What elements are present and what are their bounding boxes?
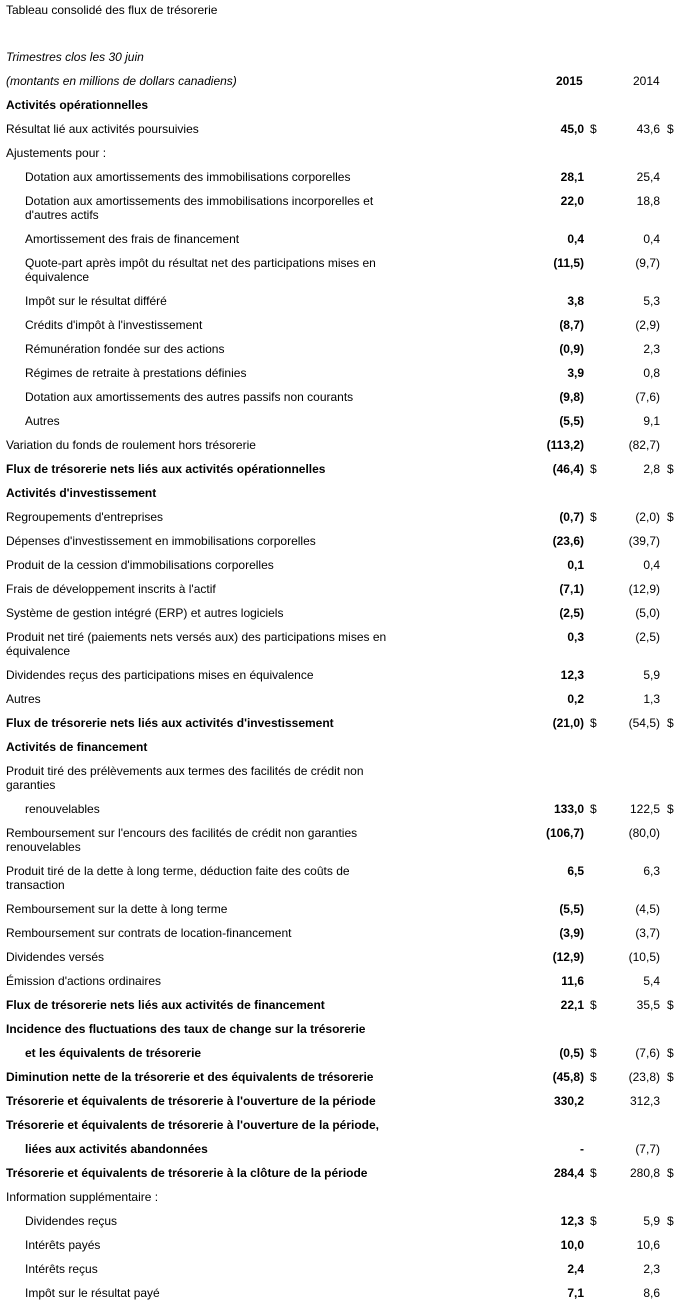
row-label: Crédits d'impôt à l'investissement — [25, 318, 203, 332]
value-2014: 18,8 — [636, 194, 660, 208]
row-label: Frais de développement inscrits à l'actif — [6, 582, 216, 596]
value-2014: 2,3 — [643, 1262, 660, 1276]
row-label: Autres — [6, 692, 41, 706]
row-label: Résultat lié aux activités poursuivies — [6, 122, 199, 136]
row-label: Autres — [25, 414, 60, 428]
row-label: Dépenses d'investissement en immobilisations corporelles — [6, 534, 316, 548]
currency-2014: $ — [667, 1166, 674, 1180]
currency-2015: $ — [590, 462, 597, 476]
statement-title: Tableau consolidé des flux de trésorerie — [6, 3, 218, 17]
row-label: Quote-part après impôt du résultat net des participations mises en équivalence — [25, 256, 376, 284]
value-2015: (7,1) — [559, 582, 584, 596]
row-label: Activités opérationnelles — [6, 98, 149, 112]
currency-2014: $ — [667, 1214, 674, 1228]
currency-2015: $ — [590, 1070, 597, 1084]
value-2015: - — [580, 1142, 584, 1156]
currency-2014: $ — [667, 462, 674, 476]
value-2015: 284,4 — [553, 1166, 584, 1180]
row-label: Regroupements d'entreprises — [6, 510, 164, 524]
value-2015: 22,0 — [560, 194, 584, 208]
row-label: Activités d'investissement — [6, 486, 157, 500]
row-label: Produit de la cession d'immobilisations corporelles — [6, 558, 274, 572]
row-label: Dotation aux amortissements des immobilisations corporelles — [25, 170, 351, 184]
value-2014: 2,8 — [643, 462, 660, 476]
value-2015: 12,3 — [560, 668, 584, 682]
row-label: Rémunération fondée sur des actions — [25, 342, 225, 356]
year-prior-header: 2014 — [633, 74, 660, 88]
value-2015: (113,2) — [546, 438, 584, 452]
value-2014: (10,5) — [628, 950, 660, 964]
row-label: Trésorerie et équivalents de trésorerie à l'ouverture de la période — [6, 1094, 376, 1108]
row-label: Émission d'actions ordinaires — [6, 974, 162, 988]
value-2014: 9,1 — [643, 414, 660, 428]
value-2015: (12,9) — [552, 950, 584, 964]
value-2015: (23,6) — [552, 534, 584, 548]
value-2015: 0,3 — [567, 630, 584, 644]
currency-2015: $ — [590, 1214, 597, 1228]
currency-2015: $ — [590, 802, 597, 816]
row-label: liées aux activités abandonnées — [25, 1142, 208, 1156]
value-2014: (39,7) — [628, 534, 660, 548]
value-2015: (5,5) — [559, 902, 584, 916]
year-current-header: 2015 — [556, 74, 583, 88]
value-2014: (82,7) — [628, 438, 660, 452]
value-2015: (0,9) — [559, 342, 584, 356]
row-label: Impôt sur le résultat payé — [25, 1286, 160, 1300]
currency-2015: $ — [590, 1166, 597, 1180]
value-2015: (0,5) — [559, 1046, 584, 1060]
row-label: Incidence des fluctuations des taux de change sur la trésorerie — [6, 1022, 366, 1036]
value-2015: 3,8 — [567, 294, 584, 308]
currency-2015: $ — [590, 1046, 597, 1060]
currency-2014: $ — [667, 1070, 674, 1084]
currency-2015: $ — [590, 510, 597, 524]
value-2014: 280,8 — [629, 1166, 660, 1180]
value-2014: (5,0) — [635, 606, 660, 620]
value-2015: 0,1 — [567, 558, 584, 572]
row-label: Produit tiré des prélèvements aux termes des facilités de crédit non garanties — [6, 764, 364, 792]
row-label: Dotation aux amortissements des immobilisations incorporelles et d'autres actifs — [25, 194, 374, 222]
row-label: et les équivalents de trésorerie — [25, 1046, 202, 1060]
value-2015: (9,8) — [559, 390, 584, 404]
currency-2014: $ — [667, 998, 674, 1012]
value-2014: (3,7) — [635, 926, 660, 940]
value-2015: 10,0 — [560, 1238, 584, 1252]
value-2015: 133,0 — [553, 802, 584, 816]
units-label: (montants en millions de dollars canadiens) — [6, 74, 237, 88]
value-2015: (45,8) — [552, 1070, 584, 1084]
row-label: Ajustements pour : — [6, 146, 107, 160]
value-2014: (9,7) — [635, 256, 660, 270]
currency-2014: $ — [667, 510, 674, 524]
value-2015: (3,9) — [559, 926, 584, 940]
row-label: Flux de trésorerie nets liés aux activités d'investissement — [6, 716, 334, 730]
value-2014: 122,5 — [629, 802, 660, 816]
currency-2014: $ — [667, 802, 674, 816]
value-2014: 312,3 — [629, 1094, 660, 1108]
row-label: Dividendes reçus des participations mises en équivalence — [6, 668, 314, 682]
value-2015: (46,4) — [552, 462, 584, 476]
row-label: Dividendes reçus — [25, 1214, 118, 1228]
row-label: Flux de trésorerie nets liés aux activités opérationnelles — [6, 462, 326, 476]
value-2014: (7,6) — [635, 390, 660, 404]
value-2014: 1,3 — [643, 692, 660, 706]
value-2015: (5,5) — [559, 414, 584, 428]
value-2015: 11,6 — [561, 974, 584, 988]
value-2014: 5,3 — [643, 294, 660, 308]
row-label: Flux de trésorerie nets liés aux activités de financement — [6, 998, 325, 1012]
value-2015: 3,9 — [567, 366, 584, 380]
value-2014: 5,9 — [643, 1214, 660, 1228]
value-2015: 0,2 — [567, 692, 584, 706]
value-2014: 0,8 — [643, 366, 660, 380]
row-label: Information supplémentaire : — [6, 1190, 159, 1204]
value-2015: (0,7) — [559, 510, 584, 524]
value-2015: 330,2 — [553, 1094, 584, 1108]
row-label: Amortissement des frais de financement — [25, 232, 240, 246]
value-2015: (2,5) — [559, 606, 584, 620]
value-2014: (2,5) — [635, 630, 660, 644]
currency-2015: $ — [590, 716, 597, 730]
value-2014: (7,7) — [635, 1142, 660, 1156]
currency-2014: $ — [667, 716, 674, 730]
value-2015: 7,1 — [567, 1286, 584, 1300]
row-label: Trésorerie et équivalents de trésorerie à l'ouverture de la période, — [6, 1118, 380, 1132]
value-2015: (21,0) — [552, 716, 584, 730]
value-2015: 28,1 — [560, 170, 584, 184]
value-2014: (7,6) — [635, 1046, 660, 1060]
value-2014: 8,6 — [643, 1286, 660, 1300]
row-label: Trésorerie et équivalents de trésorerie à la clôture de la période — [6, 1166, 368, 1180]
value-2015: 45,0 — [560, 122, 584, 136]
value-2014: 5,4 — [643, 974, 660, 988]
row-label: Remboursement sur contrats de location-financement — [6, 926, 292, 940]
row-label: Intérêts reçus — [25, 1262, 98, 1276]
row-label: Activités de financement — [6, 740, 148, 754]
value-2014: 0,4 — [643, 558, 660, 572]
currency-2015: $ — [590, 998, 597, 1012]
value-2015: 12,3 — [560, 1214, 584, 1228]
row-label: Impôt sur le résultat différé — [25, 294, 167, 308]
value-2014: 43,6 — [636, 122, 660, 136]
value-2014: 6,3 — [643, 864, 660, 878]
value-2014: 2,3 — [643, 342, 660, 356]
row-label: Remboursement sur la dette à long terme — [6, 902, 228, 916]
value-2014: (2,9) — [635, 318, 660, 332]
value-2015: 6,5 — [567, 864, 584, 878]
value-2014: 35,5 — [636, 998, 660, 1012]
currency-2014: $ — [667, 1046, 674, 1060]
row-label: Diminution nette de la trésorerie et des équivalents de trésorerie — [6, 1070, 374, 1084]
value-2015: (8,7) — [559, 318, 584, 332]
value-2015: (11,5) — [553, 256, 584, 270]
row-label: Produit net tiré (paiements nets versés aux) des participations mises en équivalence — [6, 630, 387, 658]
row-label: Régimes de retraite à prestations définies — [25, 366, 247, 380]
value-2015: 0,4 — [567, 232, 584, 246]
row-label: Système de gestion intégré (ERP) et autres logiciels — [6, 606, 284, 620]
row-label: Intérêts payés — [25, 1238, 101, 1252]
value-2014: (23,8) — [628, 1070, 660, 1084]
row-label: Dotation aux amortissements des autres passifs non courants — [25, 390, 354, 404]
row-label: Variation du fonds de roulement hors trésorerie — [6, 438, 256, 452]
row-label: Remboursement sur l'encours des facilités de crédit non garanties renouvelables — [6, 826, 358, 854]
value-2014: 10,6 — [636, 1238, 660, 1252]
currency-2014: $ — [667, 122, 674, 136]
row-label: Produit tiré de la dette à long terme, déduction faite des coûts de transaction — [6, 864, 350, 892]
row-label: renouvelables — [25, 802, 100, 816]
period-label: Trimestres clos les 30 juin — [6, 50, 144, 64]
value-2014: (2,0) — [635, 510, 660, 524]
value-2014: (54,5) — [628, 716, 660, 730]
value-2014: 25,4 — [636, 170, 660, 184]
value-2015: 22,1 — [560, 998, 584, 1012]
currency-2015: $ — [590, 122, 597, 136]
value-2014: (80,0) — [628, 826, 660, 840]
value-2015: (106,7) — [545, 826, 584, 840]
value-2015: 2,4 — [567, 1262, 584, 1276]
value-2014: 5,9 — [643, 668, 660, 682]
value-2014: (4,5) — [635, 902, 660, 916]
row-label: Dividendes versés — [6, 950, 105, 964]
value-2014: (12,9) — [628, 582, 660, 596]
value-2014: 0,4 — [643, 232, 660, 246]
